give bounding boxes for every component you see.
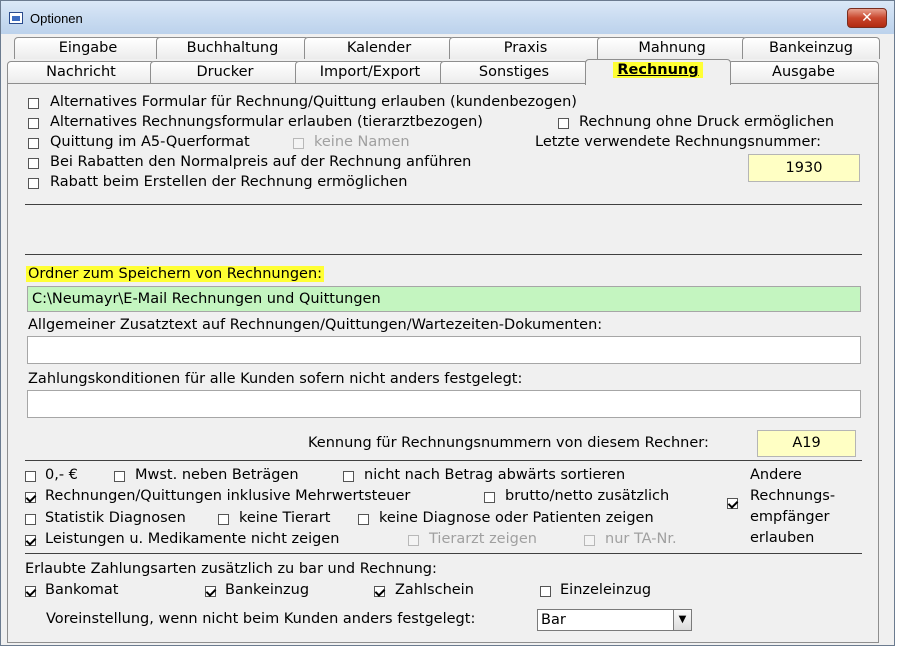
checkbox-bankomat[interactable] xyxy=(25,586,36,597)
tab-rechnung[interactable] xyxy=(585,59,731,85)
tab-label: Ausgabe xyxy=(772,64,835,80)
tab-bankeinzug[interactable] xyxy=(742,37,880,59)
label-rabatt-normalpreis: Bei Rabatten den Normalpreis auf der Rechnung anführen xyxy=(50,154,472,170)
divider xyxy=(25,460,862,461)
label-alt-formular: Alternatives Formular für Rechnung/Quittung erlauben (kundenbezogen) xyxy=(50,94,577,110)
label-zahlschein: Zahlschein xyxy=(395,582,474,598)
tab-kalender[interactable] xyxy=(304,37,454,59)
tab-mahnung[interactable] xyxy=(597,37,747,59)
label-nur-ta: nur TA-Nr. xyxy=(605,531,677,547)
zahlungskonditionen-input[interactable] xyxy=(27,390,861,418)
tab-label: Mahnung xyxy=(638,40,706,56)
close-icon: ✕ xyxy=(861,10,873,26)
label-zusatztext: Allgemeiner Zusatztext auf Rechnungen/Quittungen/Wartezeiten-Dokumenten: xyxy=(28,317,603,333)
label-leistungen: Leistungen u. Medikamente nicht zeigen xyxy=(45,531,340,547)
checkbox-quittung-a5[interactable] xyxy=(28,138,39,149)
tab-label: Rechnung xyxy=(613,62,702,78)
label-ordner xyxy=(26,266,324,282)
label-andere-line: Andere xyxy=(750,467,802,483)
title-bar[interactable] xyxy=(1,1,894,34)
label-alt-rechnungsformular: Alternatives Rechnungsformular erlauben (tierarztbezogen) xyxy=(50,114,483,130)
checkbox-bankeinzug[interactable] xyxy=(205,586,216,597)
checkbox-alt-rechnungsformular[interactable] xyxy=(28,118,39,129)
checkbox-nicht-sortieren[interactable] xyxy=(343,471,354,482)
tab-praxis[interactable] xyxy=(449,37,602,59)
checkbox-rabatt-normalpreis[interactable] xyxy=(28,158,39,169)
tab-label: Buchhaltung xyxy=(186,40,279,56)
app-icon xyxy=(9,12,23,24)
label-andere-empfaenger xyxy=(750,465,835,549)
checkbox-null-euro[interactable] xyxy=(25,471,36,482)
checkbox-zahlschein[interactable] xyxy=(374,586,385,597)
tab-label: Import/Export xyxy=(319,64,421,80)
tab-label: Nachricht xyxy=(46,64,116,80)
label-brutto-netto: brutto/netto zusätzlich xyxy=(505,488,670,504)
checkbox-rabatt-erstellen[interactable] xyxy=(28,178,39,189)
label-keine-diagnose: keine Diagnose oder Patienten zeigen xyxy=(379,510,654,526)
tab-nachricht[interactable] xyxy=(7,61,155,83)
checkbox-andere-empfaenger[interactable] xyxy=(727,498,738,509)
label-ohne-druck: Rechnung ohne Druck ermöglichen xyxy=(579,114,835,130)
label-null-euro: 0,- € xyxy=(45,467,78,483)
chevron-down-icon[interactable]: ▼ xyxy=(673,610,691,630)
label-einzeleinzug: Einzeleinzug xyxy=(560,582,652,598)
tab-label: Kalender xyxy=(346,40,412,56)
tab-label: Praxis xyxy=(503,40,548,56)
checkbox-leistungen[interactable] xyxy=(25,535,36,546)
tab-import-export[interactable] xyxy=(295,61,445,83)
tab-label: Drucker xyxy=(196,64,254,80)
checkbox-inkl-mwst[interactable] xyxy=(25,492,36,503)
checkbox-statistik[interactable] xyxy=(25,514,36,525)
label-nicht-sortieren: nicht nach Betrag abwärts sortieren xyxy=(364,467,626,483)
tab-label: Sonstiges xyxy=(478,64,550,80)
tab-panel-rechnung xyxy=(7,83,879,643)
tab-label: Eingabe xyxy=(58,40,118,56)
label-keine-tierart: keine Tierart xyxy=(239,510,331,526)
label-bankeinzug: Bankeinzug xyxy=(225,582,310,598)
label-zahlungskonditionen: Zahlungskonditionen für alle Kunden sofern nicht anders festgelegt: xyxy=(28,371,523,387)
checkbox-keine-tierart[interactable] xyxy=(218,514,229,525)
zusatztext-input[interactable] xyxy=(27,336,861,364)
label-andere-line: Rechnungs- xyxy=(750,488,836,504)
checkbox-nur-ta[interactable] xyxy=(584,535,595,546)
checkbox-brutto-netto[interactable] xyxy=(484,492,495,503)
checkbox-alt-formular[interactable] xyxy=(28,98,39,109)
tab-label: Bankeinzug xyxy=(768,40,854,56)
voreinstellung-value: Bar xyxy=(541,612,566,628)
checkbox-ohne-druck[interactable] xyxy=(558,118,569,129)
window-title: Optionen xyxy=(30,11,83,26)
kennung-field[interactable]: A19 xyxy=(757,430,856,457)
tab-buchhaltung[interactable] xyxy=(156,37,309,59)
tab-ausgabe[interactable] xyxy=(728,61,879,83)
label-letzte-rechnungsnummer: Letzte verwendete Rechnungsnummer: xyxy=(535,134,822,150)
label-ordner-text: Ordner zum Speichern von Rechnungen: xyxy=(28,266,323,282)
checkbox-einzeleinzug[interactable] xyxy=(540,586,551,597)
divider xyxy=(25,254,862,255)
label-voreinstellung: Voreinstellung, wenn nicht beim Kunden anders festgelegt: xyxy=(46,611,476,627)
label-tierarzt-zeigen: Tierarzt zeigen xyxy=(429,531,537,547)
label-mwst: Mwst. neben Beträgen xyxy=(135,467,299,483)
checkbox-mwst[interactable] xyxy=(114,471,125,482)
label-keine-namen: keine Namen xyxy=(314,134,410,150)
label-bankomat: Bankomat xyxy=(45,582,119,598)
label-zahlungsarten: Erlaubte Zahlungsarten zusätzlich zu bar und Rechnung: xyxy=(25,561,437,577)
divider xyxy=(25,553,862,554)
letzte-rechnungsnummer-field[interactable]: 1930 xyxy=(748,154,860,182)
label-andere-line: erlauben xyxy=(750,530,815,546)
label-statistik: Statistik Diagnosen xyxy=(45,510,186,526)
divider xyxy=(25,204,862,205)
label-andere-line: empfänger xyxy=(750,509,830,525)
tab-eingabe[interactable] xyxy=(14,37,162,59)
checkbox-keine-diagnose[interactable] xyxy=(358,514,369,525)
tab-drucker[interactable] xyxy=(150,61,300,83)
label-rabatt-erstellen: Rabatt beim Erstellen der Rechnung ermöglichen xyxy=(50,174,408,190)
close-button[interactable] xyxy=(847,8,887,28)
label-quittung-a5: Quittung im A5-Querformat xyxy=(50,134,250,150)
checkbox-keine-namen[interactable] xyxy=(293,138,304,149)
label-kennung: Kennung für Rechnungsnummern von diesem Rechner: xyxy=(308,435,709,451)
checkbox-tierarzt-zeigen[interactable] xyxy=(408,535,419,546)
ordner-input[interactable]: C:\Neumayr\E-Mail Rechnungen und Quittungen xyxy=(27,286,861,312)
tab-sonstiges[interactable] xyxy=(440,61,588,83)
voreinstellung-select[interactable] xyxy=(537,609,692,631)
label-inkl-mwst: Rechnungen/Quittungen inklusive Mehrwertsteuer xyxy=(45,488,411,504)
